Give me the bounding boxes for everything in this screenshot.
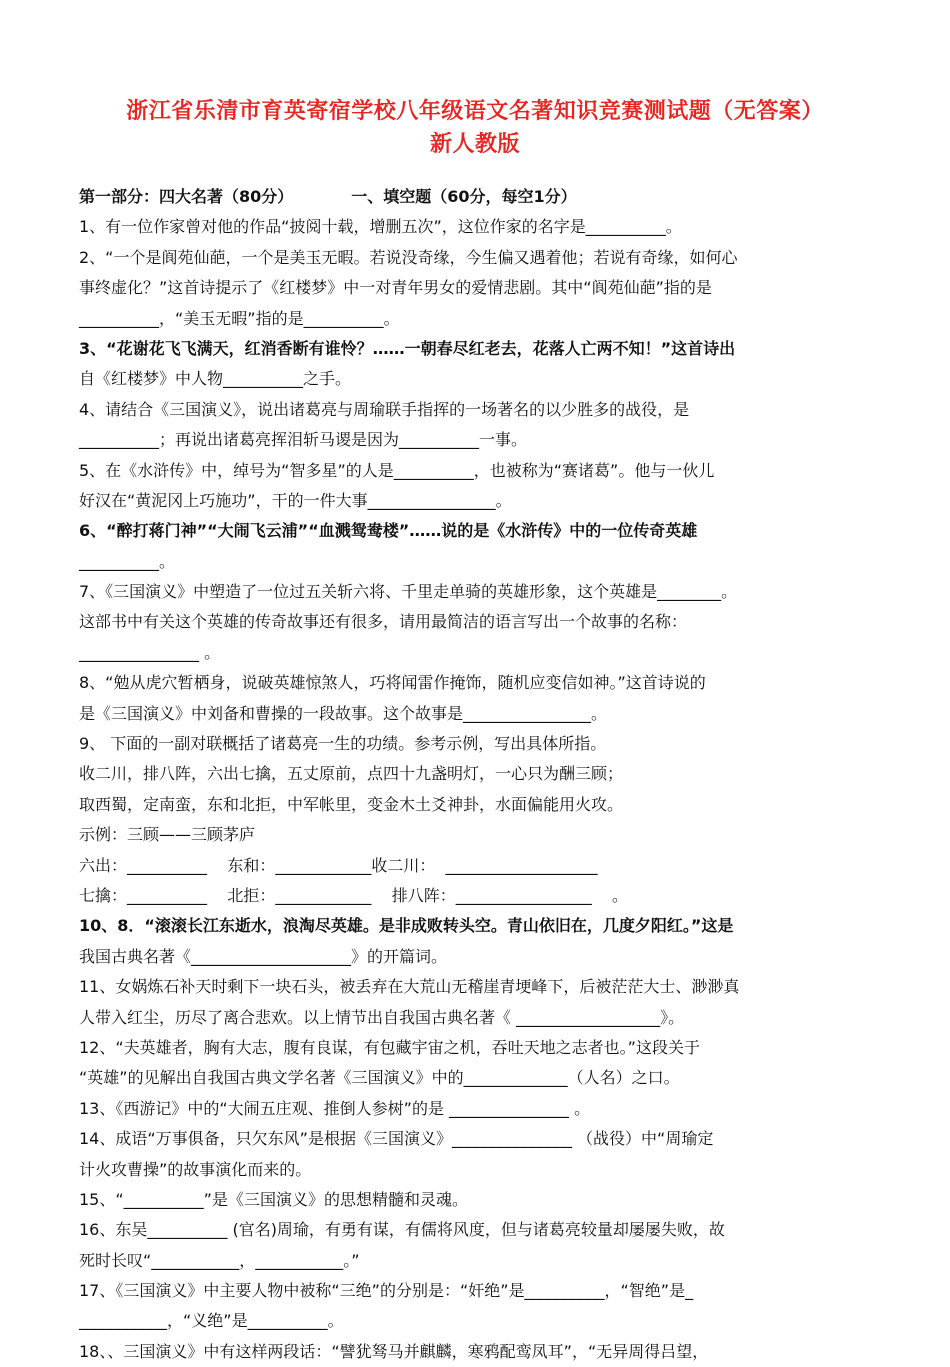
text-line: 示例：三顾——三顾茅庐 [79, 825, 256, 845]
text-line: 自《红楼梦》中人物__________之手。 [79, 369, 352, 389]
text-line: 15、“__________”是《三国演义》的思想精髓和灵魂。 [79, 1189, 468, 1209]
text-line: 9、 下面的一副对联概括了诸葛亮一生的功绩。参考示例，写出具体所指。 [79, 734, 607, 754]
text-line: 我国古典名著《____________________》的开篇词。 [79, 946, 448, 966]
text-line: 16、东吴__________ (官名)周瑜，有勇有谋，有儒将风度，但与诸葛亮较量却屡屡失败，故 [79, 1220, 725, 1240]
text-line: 取西蜀，定南蛮，东和北拒，中军帐里，变金木土爻神卦，水面偏能用火攻。 [79, 794, 624, 814]
text-line: 2、“一个是阆苑仙葩，一个是美玉无暇。若说没奇缘，今生偏又遇着他；若说有奇缘，如何心 [79, 247, 738, 267]
text-line: 7、《三国演义》中塑造了一位过五关斩六将、千里走单骑的英雄形象，这个英雄是________。 [79, 582, 738, 602]
text-line: 5、在《水浒传》中，绰号为“智多星”的人是__________，也被称为“赛诸葛”。他与一伙儿 [79, 460, 715, 480]
text-line: 4、请结合《三国演义》，说出诸葛亮与周瑜联手指挥的一场著名的以少胜多的战役，是 [79, 399, 690, 419]
text-line: 17、《三国演义》中主要人物中被称“三绝”的分别是：“奸绝”是__________，“智绝”是_ [79, 1281, 694, 1301]
text-line: 11、女娲炼石补天时剩下一块石头，被丢弃在大荒山无稽崖青埂峰下，后被茫茫大士、渺渺真 [79, 977, 740, 997]
text-line: 10、8．“滚滚长江东逝水，浪淘尽英雄。是非成败转头空。青山依旧在，几度夕阳红。”这是 [79, 916, 734, 936]
text-line: ___________，“义绝”是__________。 [79, 1311, 344, 1331]
text-line: 6、“醉打蒋门神”“大闹飞云浦”“血溅鸳鸯楼”……说的是《水浒传》中的一位传奇英雄 [79, 521, 698, 541]
text-line: “英雄”的见解出自我国古典文学名著《三国演义》中的_____________（人名）之口。 [79, 1068, 680, 1088]
text-line: 死时长叹“___________，___________。” [79, 1250, 360, 1270]
text-line: 13、《西游记》中的“大闹五庄观、推倒人参树”的是 _______________ 。 [79, 1098, 591, 1118]
section-header-subpart: 一、填空题（60分，每空1分） [351, 187, 577, 206]
text-line: __________；再说出诸葛亮挥泪斩马谡是因为__________一事。 [79, 430, 528, 450]
text-line: 六出：__________ 东和：____________收二川： ___________________ [79, 855, 598, 875]
section-header-part: 第一部分：四大名著（80分） [79, 187, 294, 206]
text-line: 12、“夫英雄者，胸有大志，腹有良谋，有包藏宇宙之机，吞吐天地之志者也。”这段关于 [79, 1037, 700, 1057]
text-line: 14、成语“万事俱备，只欠东风”是根据《三国演义》_______________ （战役）中“周瑜定 [79, 1129, 714, 1149]
text-line: 8、“勉从虎穴暂栖身，说破英雄惊煞人，巧将闻雷作掩饰，随机应变信如神。”这首诗说的 [79, 673, 706, 693]
document-subtitle: 新人教版 [429, 132, 520, 157]
text-line: __________。 [79, 551, 176, 571]
text-line: 计火攻曹操”的故事演化而来的。 [79, 1159, 312, 1179]
text-line: 1、有一位作家曾对他的作品“披阅十载，增删五次”，这位作家的名字是__________。 [79, 217, 682, 237]
document-title: 浙江省乐清市育英寄宿学校八年级语文名著知识竞赛测试题（无答案） [126, 99, 824, 124]
text-line: 是《三国演义》中刘备和曹操的一段故事。这个故事是________________。 [79, 703, 608, 723]
text-line: 3、“花谢花飞飞满天，红消香断有谁怜？……一朝春尽红老去，花落人亡两不知！”这首诗出 [79, 338, 736, 358]
text-line: 这部书中有关这个英雄的传奇故事还有很多，请用最简洁的语言写出一个故事的名称： [79, 612, 688, 632]
section-header [79, 182, 879, 212]
text-line: 好汉在“黄泥冈上巧施功”，干的一件大事________________。 [79, 490, 512, 510]
text-line: 18、、三国演义》中有这样两段话：“譬犹驽马并麒麟，寒鸦配鸾凤耳”，“无异周得吕望， [79, 1341, 709, 1361]
text-line: 收二川，排八阵，六出七擒，五丈原前，点四十九盏明灯，一心只为酬三顾； [79, 764, 624, 784]
text-line: 七擒：__________ 北拒：____________ 排八阵：_________________ 。 [79, 885, 629, 905]
text-line: 人带入红尘，历尽了离合悲欢。以上情节出自我国古典名著《 __________________》。 [79, 1007, 685, 1027]
document-body [79, 182, 879, 1367]
text-line: __________，“美玉无暇”指的是__________。 [79, 308, 400, 328]
text-line: 事终虚化？”这首诗提示了《红楼梦》中一对青年男女的爱情悲剧。其中“阆苑仙葩”指的是 [79, 278, 712, 298]
text-line: _______________ 。 [79, 642, 221, 662]
